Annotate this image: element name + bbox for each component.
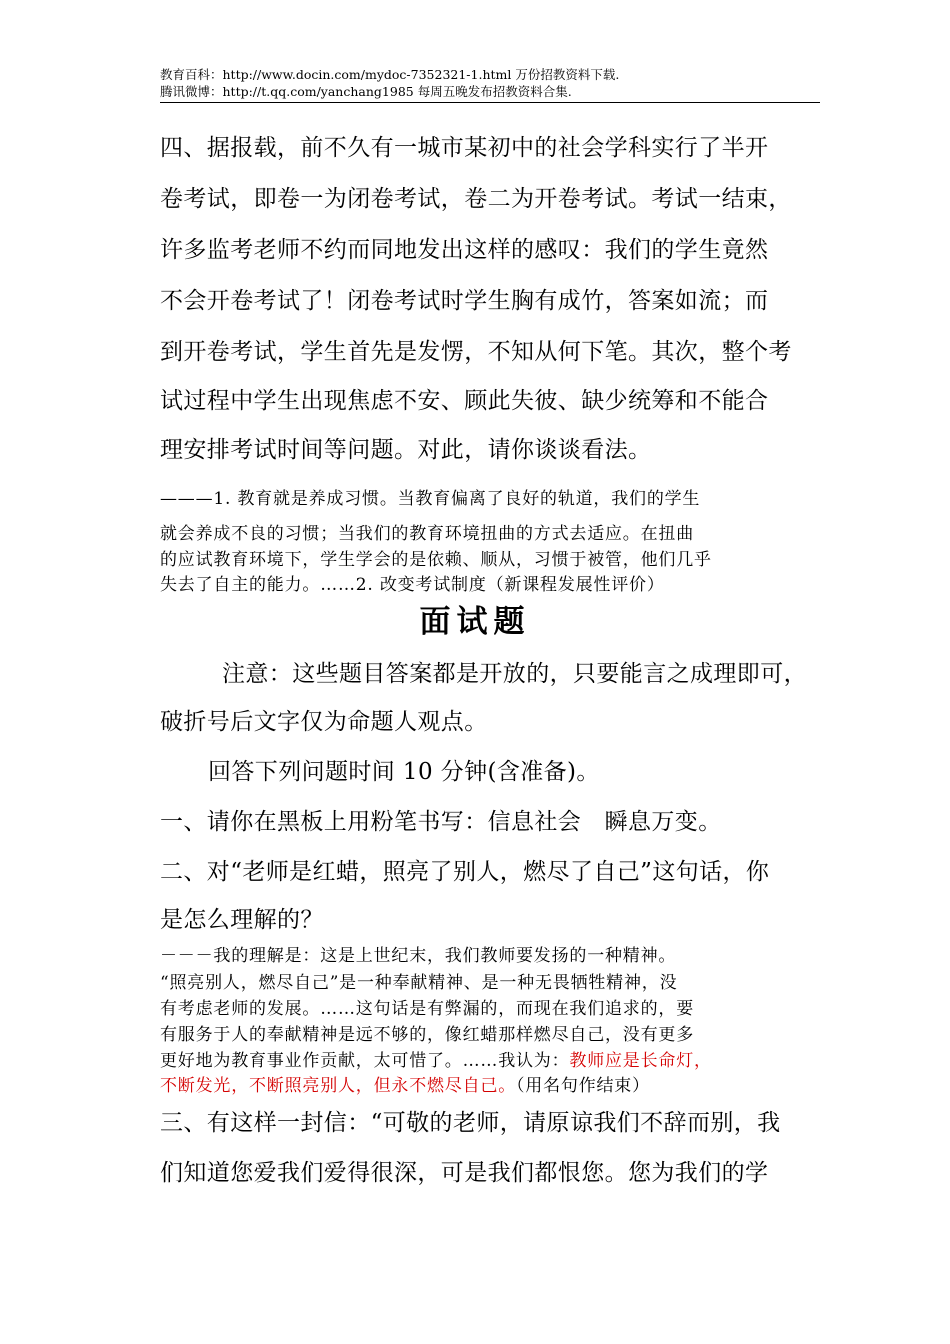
q2-line: 二、对“老师是红蜡，照亮了别人，燃尽了自己”这句话，你 xyxy=(160,859,770,885)
page-header xyxy=(160,66,820,100)
a2-line: －－－我的理解是：这是上世纪末，我们教师要发扬的一种精神。 xyxy=(160,946,677,966)
a2-line xyxy=(160,1075,820,1097)
q3-line: 三、有这样一封信：“可敬的老师，请原谅我们不辞而别，我 xyxy=(160,1110,781,1136)
a2-line xyxy=(160,1050,820,1072)
notice-line: 破折号后文字仅为命题人观点。 xyxy=(160,709,488,735)
a2-plain-text: 更好地为教育事业作贡献，太可惜了。……我认为： xyxy=(160,1051,570,1071)
notice-line: 注意：这些题目答案都是开放的，只要能言之成理即可， xyxy=(222,661,807,687)
page-title: 面试题 xyxy=(419,604,531,640)
q2-line: 是怎么理解的？ xyxy=(160,907,324,933)
a4-line: 就会养成不良的习惯；当我们的教育环境扭曲的方式去适应。在扭曲 xyxy=(160,524,694,544)
q4-line: 试过程中学生出现焦虑不安、顾此失彼、缺少统筹和不能合 xyxy=(160,388,769,414)
a2-line: 有服务于人的奉献精神是远不够的，像红蜡那样燃尽自己，没有更多 xyxy=(160,1025,694,1045)
q4-line: 理安排考试时间等问题。对此，请你谈谈看法。 xyxy=(160,437,652,463)
q4-line: 许多监考老师不约而同地发出这样的感叹：我们的学生竟然 xyxy=(160,237,769,263)
q1-text: 一、请你在黑板上用粉笔书写：信息社会 瞬息万变。 xyxy=(160,809,722,835)
a2-highlight-text: 不断发光，不断照亮别人，但永不燃尽自己。 xyxy=(160,1076,516,1096)
a4-line: 的应试教育环境下，学生学会的是依赖、顺从，习惯于被管，他们几乎 xyxy=(160,550,712,570)
a4-line: ———1. 教育就是养成习惯。当教育偏离了良好的轨道，我们的学生 xyxy=(160,489,701,509)
header-line-weibo: 腾讯微博：http://t.qq.com/yanchang1985 每周五晚发布招教资料合集. xyxy=(160,84,572,99)
header-divider xyxy=(160,102,820,103)
a2-line: 有考虑老师的发展。……这句话是有弊漏的，而现在我们追求的，要 xyxy=(160,999,694,1019)
q3-line: 们知道您爱我们爱得很深，可是我们都恨您。您为我们的学 xyxy=(160,1160,769,1186)
time-note: 回答下列问题时间 10 分钟(含准备)。 xyxy=(208,759,600,785)
q4-line: 四、据报载，前不久有一城市某初中的社会学科实行了半开 xyxy=(160,135,769,161)
q4-line: 到开卷考试，学生首先是发愣，不知从何下笔。其次，整个考 xyxy=(160,339,792,365)
q4-line: 卷考试，即卷一为闭卷考试，卷二为开卷考试。考试一结束， xyxy=(160,186,792,212)
header-line-docin: 教育百科：http://www.docin.com/mydoc-7352321-1.html 万份招教资料下载. xyxy=(160,67,620,82)
a2-line: “照亮别人，燃尽自己”是一种奉献精神、是一种无畏牺牲精神，没 xyxy=(160,973,678,993)
a2-highlight-text: 教师应是长命灯， xyxy=(569,1051,712,1071)
a4-line: 失去了自主的能力。……2. 改变考试制度（新课程发展性评价） xyxy=(160,575,665,595)
q4-line: 不会开卷考试了！闭卷考试时学生胸有成竹，答案如流；而 xyxy=(160,288,769,314)
a2-plain-text: （用名句作结束） xyxy=(516,1076,650,1096)
